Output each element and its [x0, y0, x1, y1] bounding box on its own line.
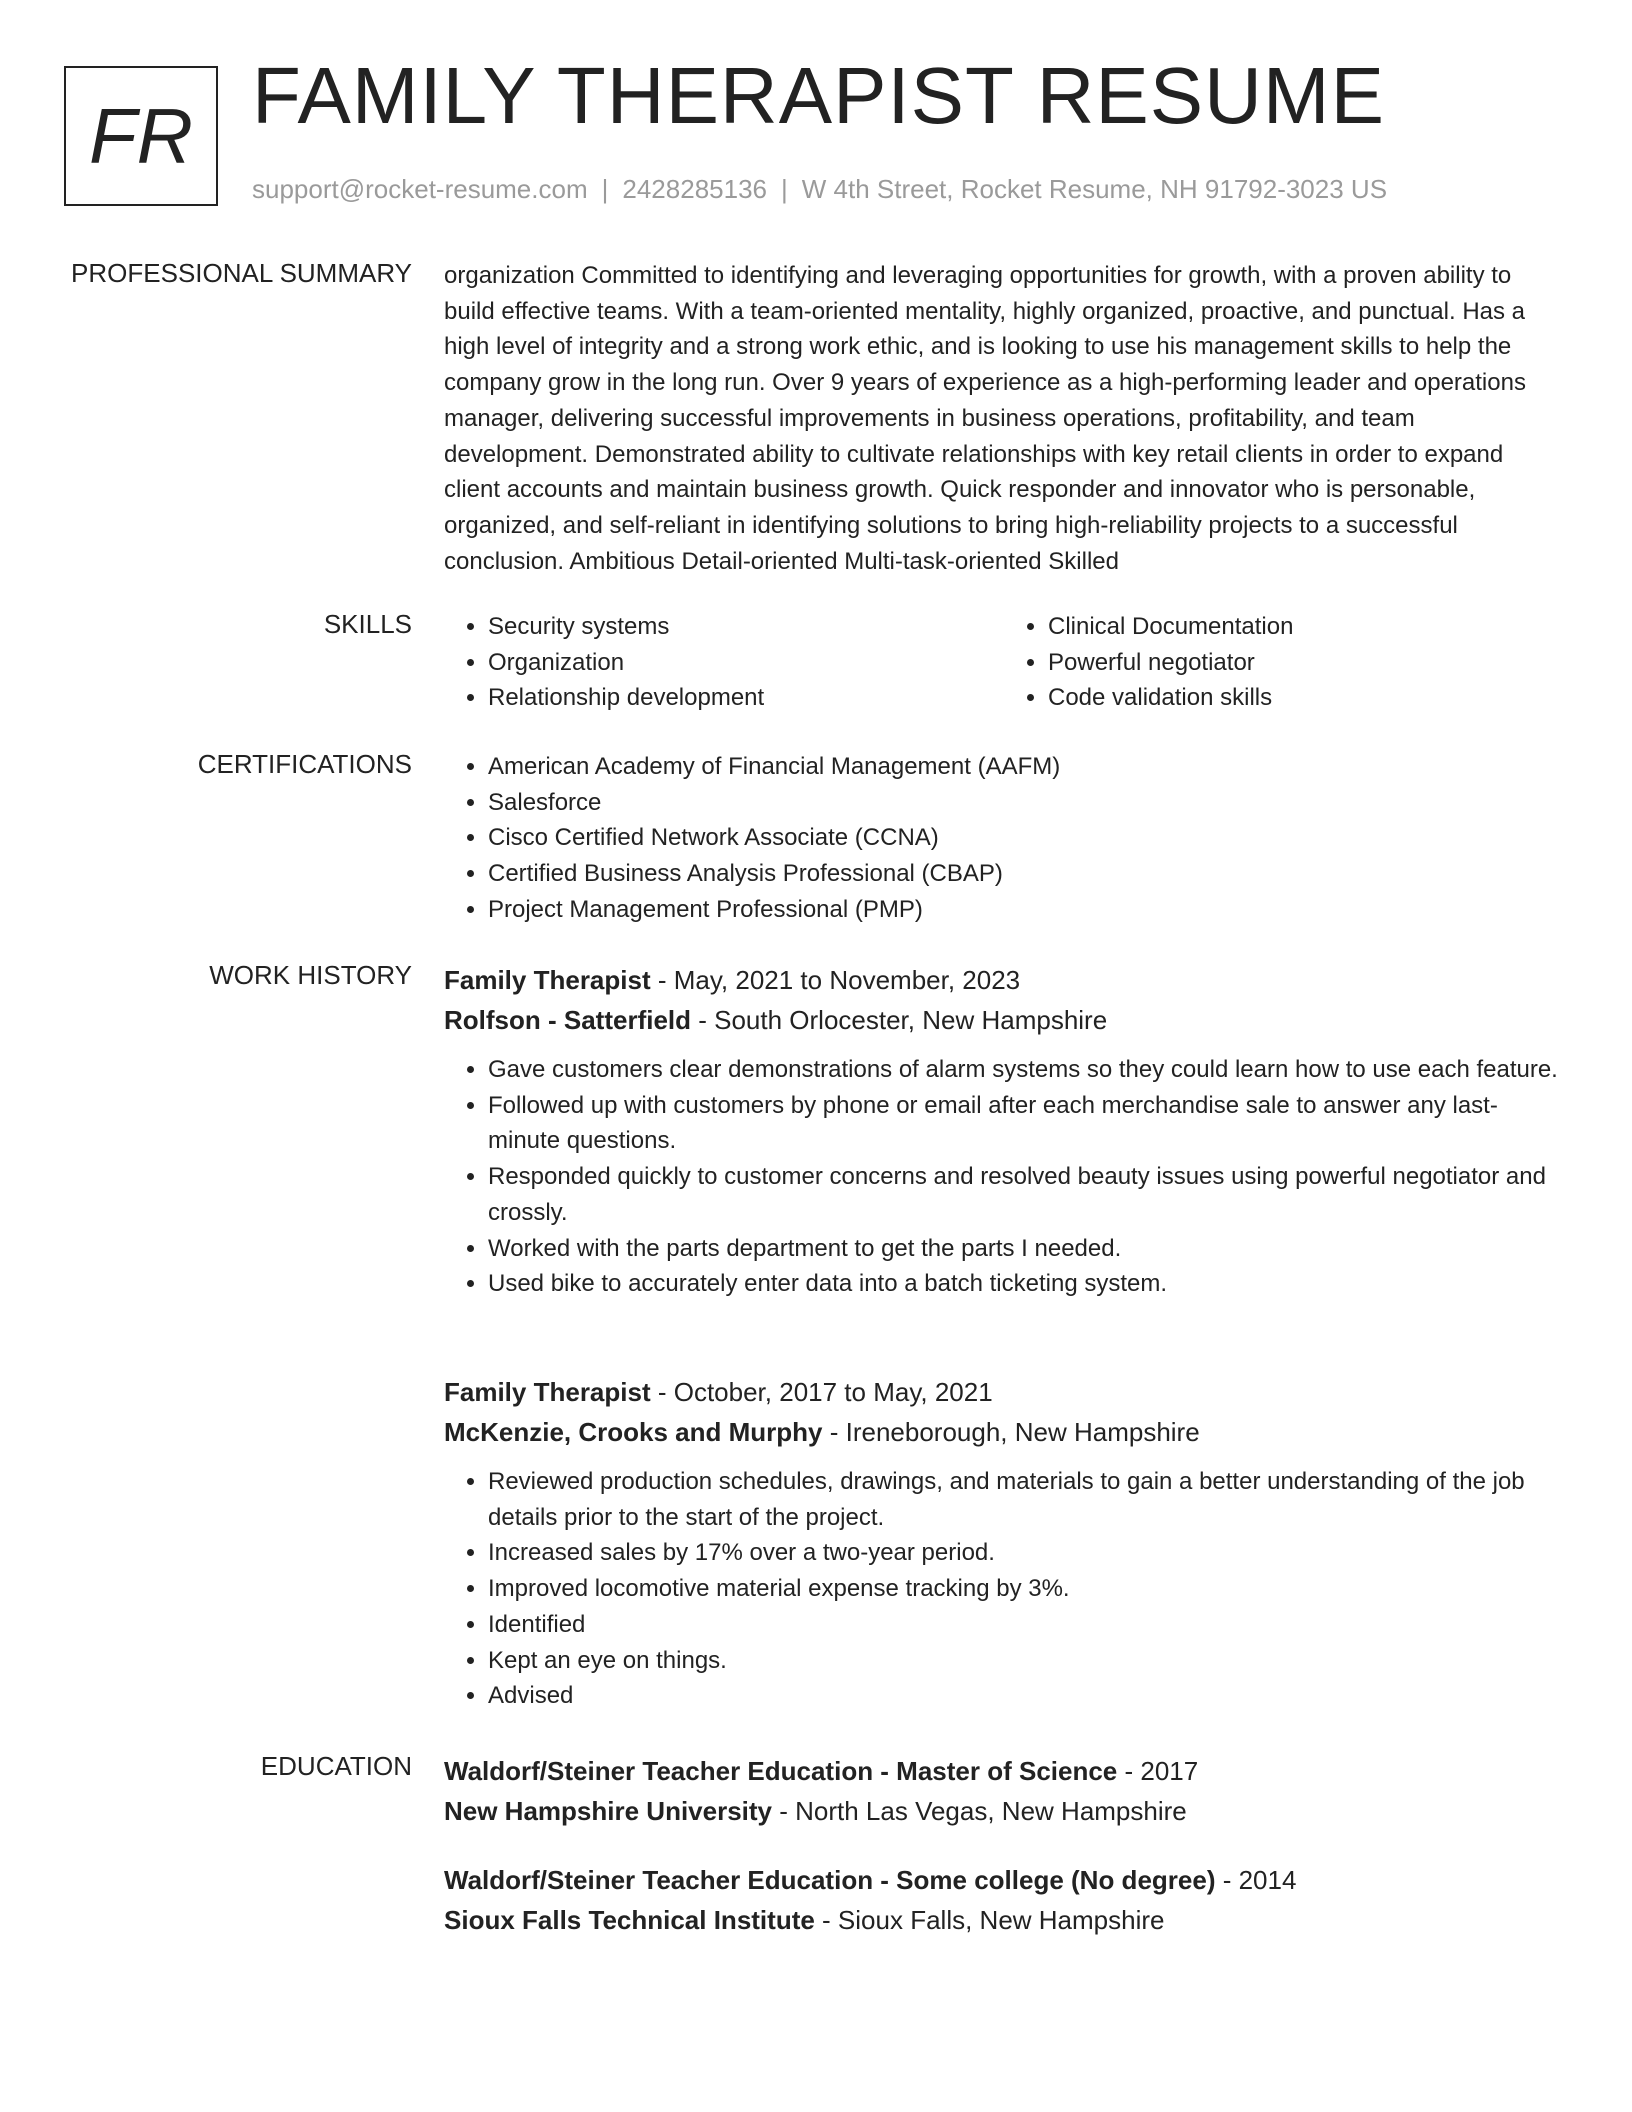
list-item: • Project Management Professional (PMP) [488, 892, 1564, 928]
education-school: Sioux Falls Technical Institute [444, 1905, 815, 1935]
skills-list-right [1004, 609, 1564, 716]
resume-title: FAMILY THERAPIST RESUME [252, 51, 1385, 140]
education-school-line [444, 1900, 1564, 1940]
list-item: • Salesforce [488, 785, 1564, 821]
education-entry [444, 1860, 1564, 1940]
job-company: McKenzie, Crooks and Murphy [444, 1417, 823, 1447]
list-item: • Worked with the parts department to get the parts I needed. [488, 1231, 1564, 1267]
education-location: - Sioux Falls, New Hampshire [814, 1905, 1165, 1935]
education-entry [444, 1751, 1564, 1831]
education-degree-line [444, 1860, 1564, 1900]
education-content [444, 1751, 1564, 1831]
job-company-line [444, 1412, 1564, 1452]
list-item: • Certified Business Analysis Professional (CBAP) [488, 856, 1564, 892]
list-item: • American Academy of Financial Management (AAFM) [488, 749, 1564, 785]
job-title: Family Therapist [444, 1377, 651, 1407]
skills-content [444, 609, 1564, 716]
certifications-content [444, 749, 1564, 928]
list-item: • Cisco Certified Network Associate (CCNA) [488, 820, 1564, 856]
skills-list-left [444, 609, 1004, 716]
education-year: - 2014 [1215, 1865, 1297, 1895]
monogram-initials: FR [89, 91, 193, 180]
list-item: • Increased sales by 17% over a two-year period. [488, 1535, 1564, 1571]
list-item: • Gave customers clear demonstrations of alarm systems so they could learn how to use each feature. [488, 1052, 1564, 1088]
list-item: • Used bike to accurately enter data into a batch ticketing system. [488, 1266, 1564, 1302]
list-item: • Security systems [488, 609, 1004, 645]
section-label-certifications: CERTIFICATIONS [197, 749, 412, 779]
education-year: - 2017 [1117, 1756, 1199, 1786]
list-item: • Powerful negotiator [1048, 645, 1564, 681]
contact-separator: | [601, 174, 609, 204]
contact-address: W 4th Street, Rocket Resume, NH 91792-3023 US [801, 174, 1388, 204]
job-location: - South Orlocester, New Hampshire [691, 1005, 1108, 1035]
education-degree-line [444, 1751, 1564, 1791]
list-item: • Improved locomotive material expense tracking by 3%. [488, 1571, 1564, 1607]
summary-content [444, 258, 1564, 579]
contact-phone[interactable]: 2428285136 [622, 174, 767, 204]
section-label-education: EDUCATION [260, 1751, 412, 1781]
contact-email[interactable]: support@rocket-resume.com [252, 174, 588, 204]
contact-line [252, 174, 1387, 205]
job-dates: - October, 2017 to May, 2021 [650, 1377, 993, 1407]
certifications-list [444, 749, 1564, 928]
summary-text: organization Committed to identifying and leveraging opportunities for growth, with a proven ability to build effective teams. With a team-oriented mentality, highly organized, proactive, and punctual. Has a high level of integrity and a strong work ethic, and is looking to use his management skills to help the company grow in the long run. Over 9 years of experience as a high-performing leader and operations manager, delivering successful improvements in business operations, profitability, and team development. Demonstrated ability to cultivate relationships with key retail clients in order to expand client accounts and maintain business growth. Quick responder and innovator who is personable, organized, and self-reliant in identifying solutions to bring high-reliability projects to a successful conclusion. Ambitious Detail-oriented Multi-task-oriented Skilled [444, 262, 1526, 575]
monogram-badge [64, 66, 218, 206]
list-item: • Kept an eye on things. [488, 1643, 1564, 1679]
list-item: • Identified [488, 1607, 1564, 1643]
section-label-skills: SKILLS [323, 609, 412, 639]
education-degree: Waldorf/Steiner Teacher Education - Master of Science [444, 1756, 1118, 1786]
section-label-work: WORK HISTORY [209, 960, 412, 990]
job-title-line [444, 1372, 1564, 1412]
job-company-line [444, 1000, 1564, 1040]
list-item: • Reviewed production schedules, drawings, and materials to gain a better understanding of the job details prior to the start of the project. [488, 1464, 1564, 1535]
job-entry [444, 960, 1564, 1302]
job-bullets [444, 1464, 1564, 1714]
list-item: • Relationship development [488, 680, 1004, 716]
education-degree: Waldorf/Steiner Teacher Education - Some college (No degree) [444, 1865, 1216, 1895]
work-content-2 [444, 1372, 1564, 1714]
job-entry [444, 1372, 1564, 1714]
education-content-2 [444, 1860, 1564, 1940]
education-location: - North Las Vegas, New Hampshire [772, 1796, 1187, 1826]
list-item: • Followed up with customers by phone or email after each merchandise sale to answer any last-minute questions. [488, 1088, 1564, 1159]
education-school: New Hampshire University [444, 1796, 773, 1826]
job-company: Rolfson - Satterfield [444, 1005, 692, 1035]
job-title: Family Therapist [444, 965, 651, 995]
job-location: - Ireneborough, New Hampshire [822, 1417, 1200, 1447]
list-item: • Code validation skills [1048, 680, 1564, 716]
job-title-line [444, 960, 1564, 1000]
list-item: • Organization [488, 645, 1004, 681]
section-label-summary: PROFESSIONAL SUMMARY [71, 258, 412, 288]
job-dates: - May, 2021 to November, 2023 [650, 965, 1021, 995]
list-item: • Advised [488, 1678, 1564, 1714]
work-content [444, 960, 1564, 1302]
list-item: • Clinical Documentation [1048, 609, 1564, 645]
contact-separator: | [781, 174, 788, 204]
education-school-line [444, 1791, 1564, 1831]
job-bullets [444, 1052, 1564, 1302]
list-item: • Responded quickly to customer concerns and resolved beauty issues using powerful negotiator and crossly. [488, 1159, 1564, 1230]
